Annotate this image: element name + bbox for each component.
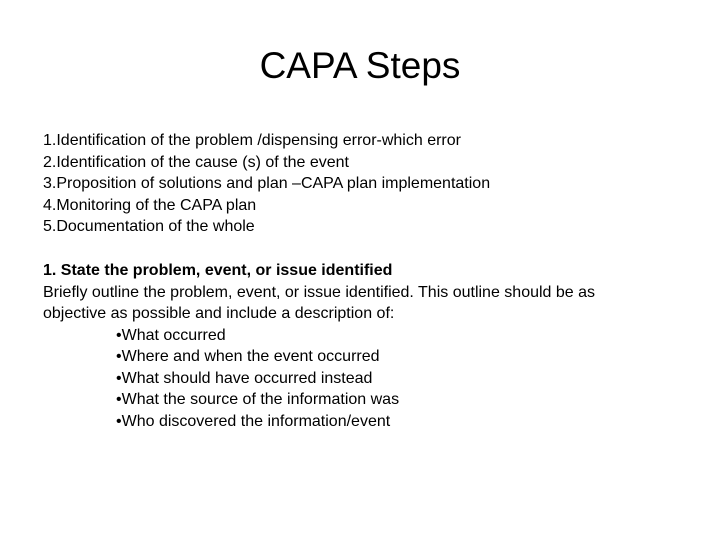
- capa-step: 4.Monitoring of the CAPA plan: [43, 196, 257, 214]
- bullet-item: •What occurred: [116, 326, 226, 344]
- section-body-line: Briefly outline the problem, event, or issue identified. This outline should be as: [43, 283, 596, 301]
- bullet-item: •Who discovered the information/event: [116, 412, 391, 430]
- problem-statement-section: [43, 260, 683, 432]
- description-bullets: [43, 325, 683, 433]
- bullet-item: •What should have occurred instead: [116, 369, 373, 387]
- section-heading: 1. State the problem, event, or issue identified: [43, 262, 393, 279]
- capa-step: 3.Proposition of solutions and plan –CAPA plan implementation: [43, 175, 491, 192]
- section-body-line: objective as possible and include a description of:: [43, 305, 395, 322]
- capa-step: 1.Identification of the problem /dispensing error-which error: [43, 132, 461, 149]
- capa-steps-list: [43, 130, 683, 238]
- slide-title: CAPA Steps: [259, 45, 461, 86]
- bullet-item: •Where and when the event occurred: [116, 348, 380, 365]
- capa-step: 5.Documentation of the whole: [43, 218, 255, 235]
- bullet-item: •What the source of the information was: [116, 391, 400, 408]
- capa-step: 2.Identification of the cause (s) of the event: [43, 153, 349, 171]
